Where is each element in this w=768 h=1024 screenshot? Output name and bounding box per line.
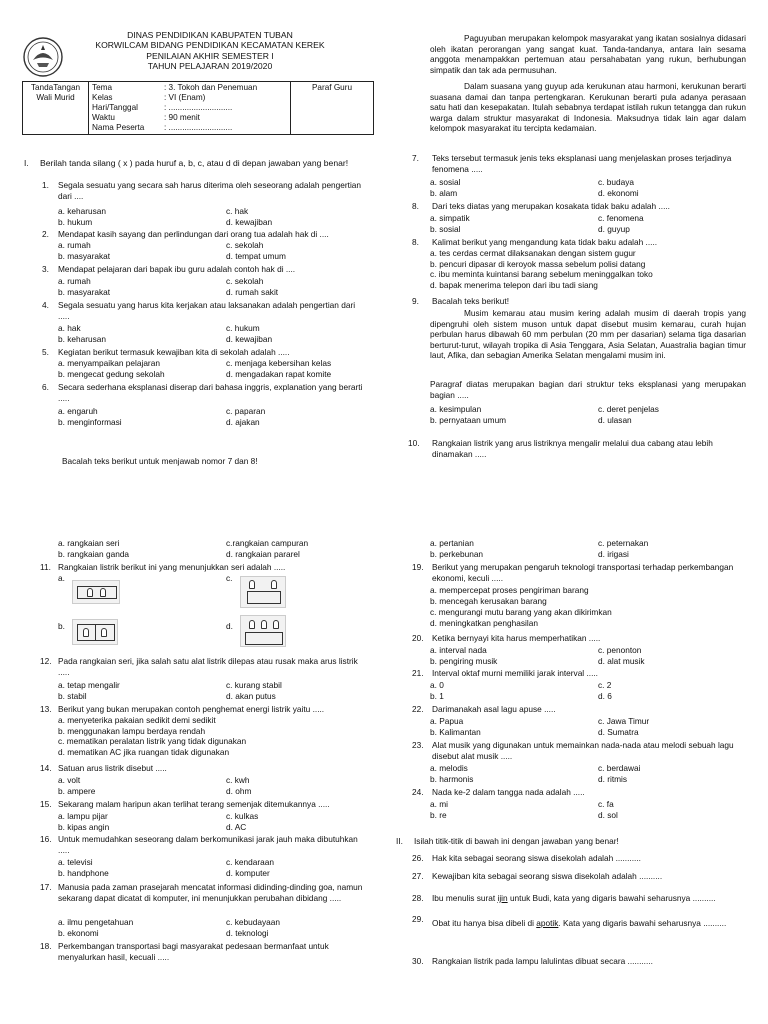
q2-option-d: d. tempat umum — [226, 250, 286, 261]
q1-option-b: b. hukum — [58, 216, 93, 227]
q5-option-d: d. mengadakan rapat komite — [226, 368, 332, 379]
section-1-number: I. — [24, 158, 29, 168]
q15-option-c: c. kulkas — [226, 811, 259, 821]
q16-text: Untuk memudahkan seseorang dalam berkomunikasi jarak jauh maka dibutuhkan ..... — [58, 834, 358, 855]
q12-text: Pada rangkaian seri, jika salah satu alat listrik dilepas atau rusak maka arus listrik ..... — [58, 656, 358, 677]
q19-option-d: d. meningkatkan penghasilan — [430, 618, 538, 628]
q4-option-d: d. kewajiban — [226, 333, 273, 344]
q28-number: 28. — [412, 893, 424, 903]
section-2-instruction: Isilah titik-titik di bawah ini dengan jawaban yang benar! — [414, 836, 619, 846]
q23-text: Alat musik yang digunakan untuk memainkan nada-nada atau melodi sebuah lagu disebut alat musik ..... — [432, 740, 734, 761]
q8b-option-b: b. pencuri dipasar di keroyok massa sebelum polisi datang — [430, 258, 646, 269]
q6-text: Secara sederhana eksplanasi diserap dari bahasa inggris, explanation yang berarti ..... — [58, 382, 363, 403]
passage-paragraph-1: Paguyuban merupakan kelompok masyarakat yang ikatan sosialnya didasari oleh ikatan perorangan yang sangat kuat. Tanda-tandanya, antara lain sesama anggota menampakkan pertemuan atau persahabatan yang rukun, berhubungan simpatik dan tak ada permusuhan. — [430, 33, 746, 75]
q9-option-a: a. kesimpulan — [430, 404, 482, 414]
passage-paragraph-2: Dalam suasana yang guyup ada kerukunan atau harmoni, kerukunan berarti suasana damai dan tanpa pertengkaran. Kerukunan berarti pula adanya perasaan satu hati dan kesepakatan. Itulah sebabnya terdapat istilah rukun tetangga dan rukun warga dalam struktur masyarakat di Indonesia. Maksudnya tidak lain agar dalam kelompok masyarakat itu tercipta kedamaian. — [430, 81, 746, 134]
q9-number: 9. — [412, 296, 419, 306]
q22-option-b: b. Kalimantan — [430, 726, 481, 737]
q14-text: Satuan arus listrik disebut ..... — [58, 763, 167, 773]
q8-option-c: c. fenomena — [598, 213, 644, 223]
q11-option-b: b. — [58, 621, 65, 631]
q10-text: Rangkaian listrik yang arus listriknya mengalir melalui dua cabang atau lebih dinamakan ..... — [432, 438, 713, 459]
q9-text: Bacalah teks berikut! — [432, 296, 510, 306]
kelas-value: : VI (Enam) — [164, 93, 206, 102]
q5-option-c: c. menjaga kebersihan kelas — [226, 358, 332, 368]
section-2-number: II. — [396, 836, 403, 846]
q2-option-c: c. sekolah — [226, 240, 264, 250]
q24-option-b: b. re — [430, 809, 447, 820]
q6-number: 6. — [42, 382, 49, 392]
q2-option-a: a. rumah — [58, 240, 91, 250]
tema-label: Tema — [92, 83, 113, 92]
q18-number: 18. — [40, 941, 52, 951]
q24-option-c: c. fa — [598, 799, 614, 809]
q10-option-d: d. rangkaian pararel — [226, 548, 300, 559]
q20-option-c: c. penonton — [598, 645, 642, 655]
q3-option-b: b. masyarakat — [58, 286, 111, 297]
q8b-text: Kalimat berikut yang mengandung kata tidak baku adalah ..... — [432, 237, 658, 247]
q2-option-b: b. masyarakat — [58, 250, 111, 261]
circuit-image-b — [72, 619, 118, 645]
q28-text-part1: Ibu menulis surat — [432, 893, 498, 903]
q17-option-c: c. kebudayaan — [226, 917, 280, 927]
q17-option-d: d. teknologi — [226, 927, 269, 938]
q13-option-d: d. mematikan AC jika ruangan tidak digunakan — [58, 746, 230, 757]
q22-option-a: a. Papua — [430, 716, 464, 726]
nama-value: : ............................ — [164, 123, 233, 132]
q30-text: Rangkaian listrik pada lampu lalulintas dibuat secara ........... — [432, 956, 653, 966]
q1-option-a: a. keharusan — [58, 206, 106, 216]
q1-number: 1. — [42, 180, 49, 190]
q9b-passage: Musim kemarau atau musim kering adalah musim di daerah tropis yang dipengruhi oleh sistem muson untuk dapat disebut musim kemarau, curah hujan perbulan harus dibawah 60 mm perbulan (20 mm per dasarian) selama tiga dasarian berturut-turut, wilayah tropika di Asia Tenggara, Asia Selatan, Auastralia bagian timur laut, Afika, dan sebagian Amerika Selatan mengalami musim ini. — [430, 308, 746, 361]
header-line-2: KORWILCAM BIDANG PENDIDIKAN KECAMATAN KEREK — [95, 40, 325, 51]
q3-option-c: c. sekolah — [226, 276, 264, 286]
q16-option-d: d. komputer — [226, 867, 270, 878]
header-line-3: PENILAIAN AKHIR SEMESTER I — [146, 50, 274, 61]
q29-text — [432, 914, 750, 934]
q13-number: 13. — [40, 704, 52, 714]
q18-text: Perkembangan transportasi bagi masyarakat pedesaan bermanfaat untuk menyalurkan hasil, kecuali ..... — [58, 941, 329, 962]
q5-option-a: a. menyampaikan pelajaran — [58, 358, 160, 368]
q24-number: 24. — [412, 787, 424, 797]
q7-number: 7. — [412, 153, 419, 163]
q3-number: 3. — [42, 264, 49, 274]
q24-option-a: a. mi — [430, 799, 448, 809]
header-line-1: DINAS PENDIDIKAN KABUPATEN TUBAN — [127, 30, 293, 40]
q17-option-b: b. ekonomi — [58, 927, 99, 938]
q7-option-b: b. alam — [430, 187, 458, 198]
q21-option-a: a. 0 — [430, 680, 444, 690]
q28-text-part2: untuk Budi, kata yang digaris bawahi seharusnya .......... — [507, 893, 716, 903]
q29-number: 29. — [412, 914, 424, 924]
reading-instruction: Bacalah teks berikut untuk menjawab nomor 7 dan 8! — [62, 456, 258, 466]
q16-option-c: c. kendaraan — [226, 857, 274, 867]
q14-option-c: c. kwh — [226, 775, 250, 785]
q1-option-d: d. kewajiban — [226, 216, 273, 227]
q29-underlined: apotik — [536, 918, 559, 928]
q6-option-a: a. engaruh — [58, 406, 98, 416]
q8-option-b: b. sosial — [430, 223, 461, 234]
header-line-4: TAHUN PELAJARAN 2019/2020 — [147, 61, 273, 72]
q21-option-d: d. 6 — [598, 690, 612, 701]
q22-option-c: c. Jawa Timur — [598, 716, 650, 726]
q15-text: Sekarang malam haripun akan terlihat terang semenjak ditemukannya ..... — [58, 799, 330, 809]
q17-option-a: a. ilmu pengetahuan — [58, 917, 134, 927]
circuit-image-d — [240, 615, 286, 647]
q11-number: 11. — [40, 562, 51, 572]
q18-option-d: d. irigasi — [598, 548, 629, 559]
q23-option-a: a. melodis — [430, 763, 468, 773]
q7-option-d: d. ekonomi — [598, 187, 639, 198]
q12-option-a: a. tetap mengalir — [58, 680, 120, 690]
q3-option-d: d. rumah sakit — [226, 286, 279, 297]
q4-option-c: c. hukum — [226, 323, 260, 333]
q16-number: 16. — [40, 834, 52, 844]
hari-value: : ............................ — [164, 103, 233, 112]
q29-text-part1: Obat itu hanya bisa dibeli di — [432, 918, 537, 928]
q13-text: Berikut yang bukan merupakan contoh penghemat energi listrik yaitu ..... — [58, 704, 325, 714]
q5-option-b: b. mengecat gedung sekolah — [58, 368, 165, 379]
q19-option-a: a. mempercepat proses pengiriman barang — [430, 585, 589, 595]
q4-option-a: a. hak — [58, 323, 81, 333]
q8-number: 8. — [412, 201, 419, 211]
q8b-number: 8. — [412, 237, 419, 247]
q10-option-c: c.rangkaian campuran — [226, 538, 309, 548]
q21-option-c: c. 2 — [598, 680, 612, 690]
q20-number: 20. — [412, 633, 424, 643]
q10-option-b: b. rangkaian ganda — [58, 548, 130, 559]
q7-text: Teks tersebut termasuk jenis teks eksplanasi uang menjelaskan proses terjadinya fenomena ..... — [432, 153, 732, 174]
guardian-label: Wali Murid — [36, 93, 75, 102]
q2-text: Mendapat kasih sayang dan perlindungan dari orang tua adalah hak di .... — [58, 229, 329, 239]
hari-label: Hari/Tanggal — [92, 103, 138, 112]
q19-option-b: b. mencegah kerusakan barang — [430, 596, 547, 606]
q22-option-d: d. Sumatra — [598, 726, 639, 737]
q8-option-a: a. simpatik — [430, 213, 470, 223]
q16-option-a: a. televisi — [58, 857, 93, 867]
q21-number: 21. — [412, 668, 424, 678]
q28-text — [432, 893, 756, 904]
q26-text: Hak kita sebagai seorang siswa disekolah adalah ........... — [432, 853, 641, 863]
q20-option-d: d. alat musik — [598, 655, 645, 666]
q12-option-c: c. kurang stabil — [226, 680, 282, 690]
q17-number: 17. — [40, 882, 52, 892]
tut-wuri-handayani-logo — [22, 36, 64, 78]
q17-text: Manusia pada zaman prasejarah mencatat informasi didinding-dinding goa, namun sekarang dapat dicatat di komputer, ini menunjukkan perubahan dibidang ..... — [58, 882, 363, 903]
signature-label: TandaTangan — [30, 83, 81, 92]
q22-text: Darimanakah asal lagu apuse ..... — [432, 704, 556, 714]
q6-option-c: c. paparan — [226, 406, 266, 416]
q9b-question: Paragraf diatas merupakan bagian dari struktur teks eksplanasi yang merupakan bagian ..... — [430, 379, 746, 400]
section-1-instruction: Berilah tanda silang ( x ) pada huruf a, b, c, atau d di depan jawaban yang benar! — [40, 158, 349, 168]
q23-option-d: d. ritmis — [598, 773, 628, 784]
q1-text: Segala sesuatu yang secara sah harus diterima oleh seseorang adalah pengertian dari .... — [58, 180, 362, 201]
q27-number: 27. — [412, 871, 424, 881]
q9-option-d: d. ulasan — [598, 414, 632, 425]
q23-option-c: c. berdawai — [598, 763, 641, 773]
circuit-image-a — [72, 580, 120, 604]
q15-number: 15. — [40, 799, 52, 809]
q5-text: Kegiatan berikut termasuk kewajiban kita di sekolah adalah ..... — [58, 347, 290, 357]
q20-option-a: a. interval nada — [430, 645, 487, 655]
q21-option-b: b. 1 — [430, 690, 444, 701]
q23-option-b: b. harmonis — [430, 773, 474, 784]
q12-option-b: b. stabil — [58, 690, 87, 701]
q12-number: 12. — [40, 656, 52, 666]
q19-text: Berikut yang merupakan pengaruh teknologi transportasi terhadap perkembangan ekonomi, keculi ..... — [432, 562, 734, 583]
circuit-image-c — [240, 576, 286, 608]
q23-number: 23. — [412, 740, 424, 750]
q9-option-b: b. pernyataan umum — [430, 414, 507, 425]
q5-number: 5. — [42, 347, 49, 357]
kelas-label: Kelas — [92, 93, 113, 102]
q7-option-a: a. sosial — [430, 177, 461, 187]
q15-option-a: a. lampu pijar — [58, 811, 108, 821]
waktu-label: Waktu — [92, 113, 115, 122]
paraf-label: Paraf Guru — [311, 83, 353, 92]
q18-option-c: c. peternakan — [598, 538, 649, 548]
q27-text: Kewajiban kita sebagai seorang siswa disekolah adalah .......... — [432, 871, 663, 881]
q6-option-b: b. menginformasi — [58, 416, 122, 427]
q7-option-c: c. budaya — [598, 177, 634, 187]
document-header — [70, 30, 350, 72]
q11-option-a: a. — [58, 573, 65, 583]
nama-label: Nama Peserta — [92, 123, 145, 132]
q6-option-d: d. ajakan — [226, 416, 260, 427]
q21-text: Interval oktaf murni memiliki jarak interval ..... — [432, 668, 598, 678]
q10-number: 10. — [408, 438, 420, 448]
q19-option-c: c. mengurangi mutu barang yang akan dikirimkan — [430, 607, 612, 617]
q20-text: Ketika bernyayi kita harus memperhatikan ..... — [432, 633, 601, 643]
q11-text: Rangkaian listrik berikut ini yang menunjukkan seri adalah ..... — [58, 562, 286, 572]
q24-option-d: d. sol — [598, 809, 618, 820]
q4-number: 4. — [42, 300, 49, 310]
q14-option-d: d. ohm — [226, 785, 252, 796]
q9-option-c: c. deret penjelas — [598, 404, 659, 414]
q3-option-a: a. rumah — [58, 276, 91, 286]
q4-option-b: b. keharusan — [58, 333, 106, 344]
q24-text: Nada ke-2 dalam tangga nada adalah ..... — [432, 787, 585, 797]
q12-option-d: d. akan putus — [226, 690, 276, 701]
q11-option-d: d. — [226, 621, 233, 631]
q14-option-b: b. ampere — [58, 785, 96, 796]
waktu-value: : 90 menit — [164, 113, 200, 122]
q26-number: 26. — [412, 853, 424, 863]
q13-option-c: c. mematikan peralatan listrik yang tidak digunakan — [58, 736, 247, 746]
q15-option-b: b. kipas angin — [58, 821, 110, 832]
q19-number: 19. — [412, 562, 424, 572]
q30-number: 30. — [412, 956, 424, 966]
q8b-option-a: a. tes cerdas cermat dilaksanakan dengan sistem gugur — [430, 248, 636, 258]
q11-option-c: c. — [226, 573, 233, 583]
q8-text: Dari teks diatas yang merupakan kosakata tidak baku adalah ..... — [432, 201, 670, 211]
q28-underlined: ijin — [497, 893, 508, 903]
q4-text: Segala sesuatu yang harus kita kerjakan atau laksanakan adalah pengertian dari ..... — [58, 300, 356, 321]
q16-option-b: b. handphone — [58, 867, 109, 878]
q13-option-b: b. menggunakan lampu berdaya rendah — [58, 725, 206, 736]
q20-option-b: b. pengiring musik — [430, 655, 498, 666]
q29-text-part2: . Kata yang digaris bawahi seharusnya .......... — [558, 918, 727, 928]
q15-option-d: d. AC — [226, 821, 247, 832]
q8b-option-c: c. ibu meminta kuintansi barang sebelum meninggalkan toko — [430, 269, 653, 279]
q18-option-a: a. pertanian — [430, 538, 474, 548]
q14-number: 14. — [40, 763, 52, 773]
q8-option-d: d. guyup — [598, 223, 630, 234]
q8b-option-d: d. bapak menerima telepon dari ibu tadi siang — [430, 279, 598, 290]
q3-text: Mendapat pelajaran dari bapak ibu guru adalah contoh hak di .... — [58, 264, 296, 274]
info-table — [22, 81, 374, 135]
q22-number: 22. — [412, 704, 424, 714]
q2-number: 2. — [42, 229, 49, 239]
tema-value: : 3. Tokoh dan Penemuan — [164, 83, 258, 92]
q13-option-a: a. menyeterika pakaian sedikit demi sedikit — [58, 715, 216, 725]
q14-option-a: a. volt — [58, 775, 81, 785]
q10-option-a: a. rangkaian seri — [58, 538, 120, 548]
q1-option-c: c. hak — [226, 206, 249, 216]
q18-option-b: b. perkebunan — [430, 548, 484, 559]
